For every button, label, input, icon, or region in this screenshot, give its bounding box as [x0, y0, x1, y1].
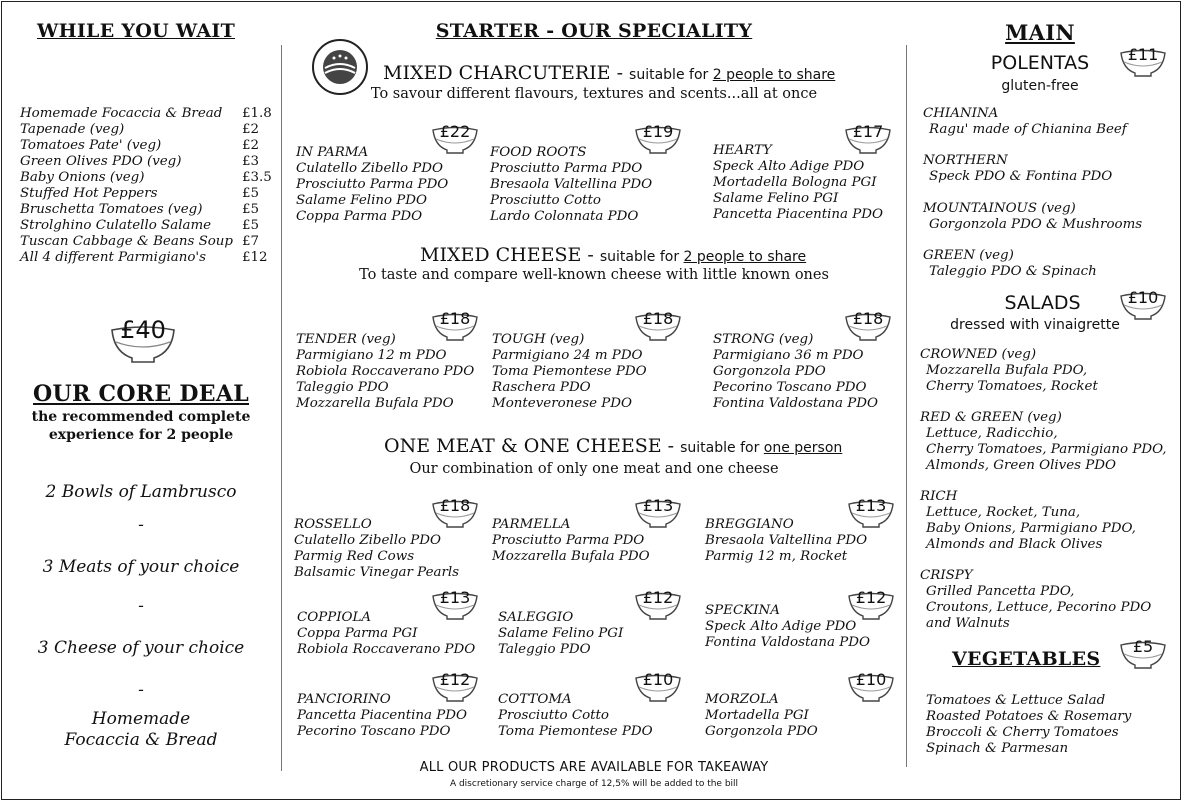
share-label: one person — [763, 440, 843, 456]
item-price: £5 — [242, 186, 260, 201]
salads-subtitle: dressed with vinaigrette — [950, 317, 1120, 333]
wait-list-item — [20, 106, 272, 122]
share-label: 2 people to share — [712, 67, 836, 83]
price: £5 — [1132, 637, 1154, 656]
price-bowl — [430, 665, 480, 703]
dish-name: CRISPY — [920, 568, 973, 583]
price-bowl — [430, 583, 480, 621]
group-item: Parmigiano 36 m PDO — [713, 348, 864, 363]
price: £10 — [1127, 288, 1159, 307]
menu-group — [713, 143, 883, 223]
dish-description: Mozzarella Bufala PDO, — [926, 363, 1088, 378]
group-name: COTTOMA — [498, 692, 572, 707]
group-item: Prosciutto Parma PDO — [296, 177, 449, 192]
group-item: Mozzarella Bufala PDO — [296, 396, 454, 411]
price-bowl — [430, 304, 480, 342]
vegetable-list — [926, 693, 1131, 757]
price: £12 — [439, 670, 471, 689]
group-item: Mortadella PGI — [705, 708, 809, 723]
dish-description: Gorgonzola PDO & Mushrooms — [929, 217, 1143, 232]
menu-group — [492, 332, 647, 412]
price-bowl — [1118, 632, 1168, 670]
vegetables-title: VEGETABLES — [952, 648, 1101, 670]
suitable-label: suitable for — [629, 67, 713, 83]
menu-group — [492, 517, 650, 565]
dish-description: Almonds, Green Olives PDO — [926, 458, 1117, 473]
dish — [920, 568, 1151, 632]
group-item: Prosciutto Cotto — [490, 193, 601, 208]
group-name: SALEGGIO — [498, 610, 574, 625]
group-item: Salame Felino PDO — [296, 193, 428, 208]
polentas-title: POLENTAS — [990, 52, 1090, 74]
cheese-title — [420, 244, 806, 266]
dish — [920, 489, 1136, 553]
column-divider — [906, 45, 907, 767]
menu-group — [705, 517, 867, 565]
price-bowl — [843, 304, 893, 342]
section-title: MIXED CHARCUTERIE - — [383, 62, 630, 84]
group-name: HEARTY — [713, 143, 772, 158]
vegetable-item: Spinach & Parmesan — [926, 741, 1069, 756]
group-name: BREGGIANO — [705, 517, 794, 532]
price: £18 — [439, 309, 471, 328]
dish — [920, 410, 1167, 474]
deal-price-bowl — [108, 312, 178, 364]
price-bowl — [633, 491, 683, 529]
while-you-wait-heading: WHILE YOU WAIT — [36, 20, 236, 42]
menu-group — [498, 610, 623, 658]
wait-list-item — [20, 170, 272, 186]
menu-group — [705, 692, 818, 740]
wait-list-item — [20, 218, 272, 234]
price-bowl — [1118, 40, 1168, 78]
price-bowl — [633, 117, 683, 155]
polentas-subtitle: gluten-free — [1001, 78, 1079, 94]
core-deal-subtitle-line: the recommended complete — [31, 409, 251, 425]
deal-separator: - — [138, 515, 144, 535]
dish — [923, 201, 1142, 233]
item-price: £2 — [242, 138, 260, 153]
menu-group — [296, 145, 448, 225]
price-bowl — [633, 583, 683, 621]
dish-name: CROWNED (veg) — [920, 347, 1037, 362]
deal-item: Homemade — [91, 709, 191, 729]
share-label: 2 people to share — [683, 249, 807, 265]
deal-item: 2 Bowls of Lambrusco — [45, 482, 237, 502]
price-bowl — [846, 583, 896, 621]
group-item: Parmigiano 24 m PDO — [492, 348, 643, 363]
dish — [923, 248, 1097, 280]
group-name: ROSSELLO — [294, 517, 372, 532]
group-name: PANCIORINO — [297, 692, 391, 707]
group-item: Prosciutto Cotto — [498, 708, 609, 723]
item-price: £7 — [242, 234, 260, 249]
group-name: SPECKINA — [705, 603, 780, 618]
price-bowl — [843, 117, 893, 155]
dish-description: Croutons, Lettuce, Pecorino PDO — [926, 600, 1152, 615]
dish — [923, 106, 1127, 138]
group-name: IN PARMA — [296, 145, 369, 160]
core-deal-title: OUR CORE DEAL — [33, 381, 249, 407]
price-bowl — [633, 665, 683, 703]
price: £18 — [852, 309, 884, 328]
price-bowl — [846, 665, 896, 703]
item-name: Bruschetta Tomatoes (veg) — [20, 202, 203, 217]
deal-price: £40 — [120, 316, 166, 344]
price-bowl — [1118, 283, 1168, 321]
group-item: Taleggio PDO — [498, 642, 591, 657]
dish-description: Lettuce, Rocket, Tuna, — [926, 505, 1081, 520]
wait-list-item — [20, 186, 272, 202]
group-item: Pancetta Piacentina PDO — [297, 708, 468, 723]
group-name: PARMELLA — [492, 517, 571, 532]
item-name: Baby Onions (veg) — [20, 170, 145, 185]
item-price: £5 — [242, 218, 260, 233]
group-item: Balsamic Vinegar Pearls — [294, 565, 460, 580]
charcuterie-title — [383, 62, 835, 84]
item-name: Strolghino Culatello Salame — [20, 218, 212, 233]
group-item: Speck Alto Adige PDO — [713, 159, 865, 174]
vegetable-item: Roasted Potatoes & Rosemary — [926, 709, 1132, 724]
group-name: MORZOLA — [705, 692, 779, 707]
group-item: Parmigiano 12 m PDO — [296, 348, 447, 363]
combo-title — [384, 435, 842, 457]
group-item: Monteveronese PDO — [492, 396, 632, 411]
dish-description: Lettuce, Radicchio, — [926, 426, 1058, 441]
dish-description: Cherry Tomatoes, Parmigiano PDO, — [926, 442, 1167, 457]
dish — [923, 153, 1112, 185]
starter-heading: STARTER - OUR SPECIALITY — [435, 20, 753, 42]
price: £13 — [439, 588, 471, 607]
price: £18 — [642, 309, 674, 328]
group-item: Speck Alto Adige PDO — [705, 619, 857, 634]
service-charge-note: A discretionary service charge of 12,5% will be added to the bill — [449, 779, 739, 789]
group-item: Prosciutto Parma PDO — [492, 533, 645, 548]
deal-separator: - — [138, 680, 144, 700]
item-price: £3.5 — [242, 170, 272, 185]
group-item: Parmig 12 m, Rocket — [705, 549, 848, 564]
menu-group — [713, 332, 878, 412]
item-name: Tuscan Cabbage & Beans Soup — [20, 234, 234, 249]
item-price: £2 — [242, 122, 260, 137]
wait-list-item — [20, 234, 272, 250]
wait-list-item — [20, 138, 272, 154]
dish-description: Almonds and Black Olives — [926, 537, 1103, 552]
deal-separator: - — [138, 596, 144, 616]
group-name: STRONG (veg) — [713, 332, 814, 347]
dish-name: CHIANINA — [923, 106, 999, 121]
price: £12 — [642, 588, 674, 607]
menu-group — [498, 692, 653, 740]
item-price: £3 — [242, 154, 260, 169]
item-price: £1.8 — [242, 106, 272, 121]
group-item: Fontina Valdostana PDO — [705, 635, 870, 650]
price-bowl — [846, 491, 896, 529]
item-name: Tapenade (veg) — [20, 122, 125, 137]
group-item: Pancetta Piacentina PDO — [713, 207, 884, 222]
section-title: ONE MEAT & ONE CHEESE - — [384, 435, 681, 457]
price: £12 — [855, 588, 887, 607]
group-item: Fontina Valdostana PDO — [713, 396, 878, 411]
cheese-description: To taste and compare well-known cheese with little known ones — [359, 267, 829, 283]
price: £22 — [439, 122, 471, 141]
core-deal-subtitle-line: experience for 2 people — [48, 427, 234, 443]
group-item: Culatello Zibello PDO — [294, 533, 442, 548]
deal-item: 3 Cheese of your choice — [37, 638, 245, 658]
group-item: Robiola Roccaverano PDO — [296, 364, 475, 379]
item-price: £5 — [242, 202, 260, 217]
combo-description: Our combination of only one meat and one cheese — [409, 461, 779, 477]
price-bowl — [430, 117, 480, 155]
group-item: Parmig Red Cows — [294, 549, 415, 564]
charcuterie-description: To savour different flavours, textures and scents...all at once — [370, 86, 818, 102]
item-name: Green Olives PDO (veg) — [20, 154, 182, 169]
group-item: Robiola Roccaverano PDO — [297, 642, 476, 657]
item-name: All 4 different Parmigiano's — [20, 250, 206, 265]
group-item: Taleggio PDO — [296, 380, 389, 395]
price: £13 — [642, 496, 674, 515]
suitable-label: suitable for — [599, 249, 684, 265]
dish-name: RED & GREEN (veg) — [920, 410, 1062, 425]
group-item: Mortadella Bologna PGI — [713, 175, 877, 190]
group-name: TENDER (veg) — [296, 332, 396, 347]
menu-group — [296, 332, 474, 412]
item-name: Homemade Focaccia & Bread — [20, 106, 223, 121]
group-item: Pecorino Toscano PDO — [297, 724, 451, 739]
vegetable-item: Tomatoes & Lettuce Salad — [926, 693, 1106, 708]
group-item: Coppa Parma PGI — [297, 626, 418, 641]
salads-title: SALADS — [1004, 292, 1081, 314]
group-name: FOOD ROOTS — [490, 145, 587, 160]
section-title: MIXED CHEESE - — [420, 244, 600, 266]
dish-name: NORTHERN — [923, 153, 1008, 168]
group-item: Bresaola Valtellina PDO — [705, 533, 868, 548]
group-name: COPPIOLA — [297, 610, 372, 625]
group-item: Gorgonzola PDO — [705, 724, 818, 739]
deal-item: 3 Meats of your choice — [42, 557, 240, 577]
dish-description: Cherry Tomatoes, Rocket — [926, 379, 1098, 394]
price-bowl — [633, 304, 683, 342]
dish — [920, 347, 1098, 395]
takeaway-note: ALL OUR PRODUCTS ARE AVAILABLE FOR TAKEAWAY — [419, 760, 769, 775]
wait-list-item — [20, 122, 272, 138]
wait-list-item — [20, 202, 272, 218]
dish-name: MOUNTAINOUS (veg) — [923, 201, 1076, 216]
price: £10 — [855, 670, 887, 689]
dish-name: GREEN (veg) — [923, 248, 1014, 263]
dish-description: Speck PDO & Fontina PDO — [929, 169, 1113, 184]
dish-description: Baby Onions, Parmigiano PDO, — [926, 521, 1136, 536]
core-deal-subtitle — [0, 408, 282, 444]
dish-description: Grilled Pancetta PDO, — [926, 584, 1075, 599]
dish-description: Taleggio PDO & Spinach — [929, 264, 1097, 279]
group-item: Raschera PDO — [492, 380, 591, 395]
group-item: Coppa Parma PDO — [296, 209, 423, 224]
group-item: Toma Piemontese PDO — [498, 724, 653, 739]
price-bowl — [430, 491, 480, 529]
while-you-wait-list — [20, 106, 272, 266]
dish-description: Ragu' made of Chianina Beef — [929, 122, 1127, 137]
group-item: Toma Piemontese PDO — [492, 364, 647, 379]
item-name: Stuffed Hot Peppers — [20, 186, 158, 201]
price: £10 — [642, 670, 674, 689]
item-price: £12 — [242, 250, 268, 265]
group-item: Gorgonzola PDO — [713, 364, 826, 379]
main-heading: MAIN — [1005, 20, 1075, 45]
group-name: TOUGH (veg) — [492, 332, 585, 347]
group-item: Culatello Zibello PDO — [296, 161, 444, 176]
group-item: Salame Felino PGI — [498, 626, 624, 641]
wait-list-item — [20, 250, 272, 266]
vegetable-item: Broccoli & Cherry Tomatoes — [926, 725, 1119, 740]
group-item: Bresaola Valtellina PDO — [490, 177, 653, 192]
menu-group — [490, 145, 652, 225]
price: £11 — [1127, 45, 1159, 64]
price: £18 — [439, 496, 471, 515]
group-item: Lardo Colonnata PDO — [490, 209, 639, 224]
dish-name: RICH — [920, 489, 958, 504]
price: £13 — [855, 496, 887, 515]
group-item: Pecorino Toscano PDO — [713, 380, 867, 395]
group-item: Prosciutto Parma PDO — [490, 161, 643, 176]
deal-item: Focaccia & Bread — [64, 730, 218, 750]
group-item: Salame Felino PGI — [713, 191, 839, 206]
item-name: Tomatoes Pate' (veg) — [20, 138, 162, 153]
wait-list-item — [20, 154, 272, 170]
suitable-label: suitable for — [680, 440, 764, 456]
price: £19 — [642, 122, 674, 141]
group-item: Mozzarella Bufala PDO — [492, 549, 650, 564]
price: £17 — [852, 122, 884, 141]
dish-description: and Walnuts — [926, 616, 1010, 631]
